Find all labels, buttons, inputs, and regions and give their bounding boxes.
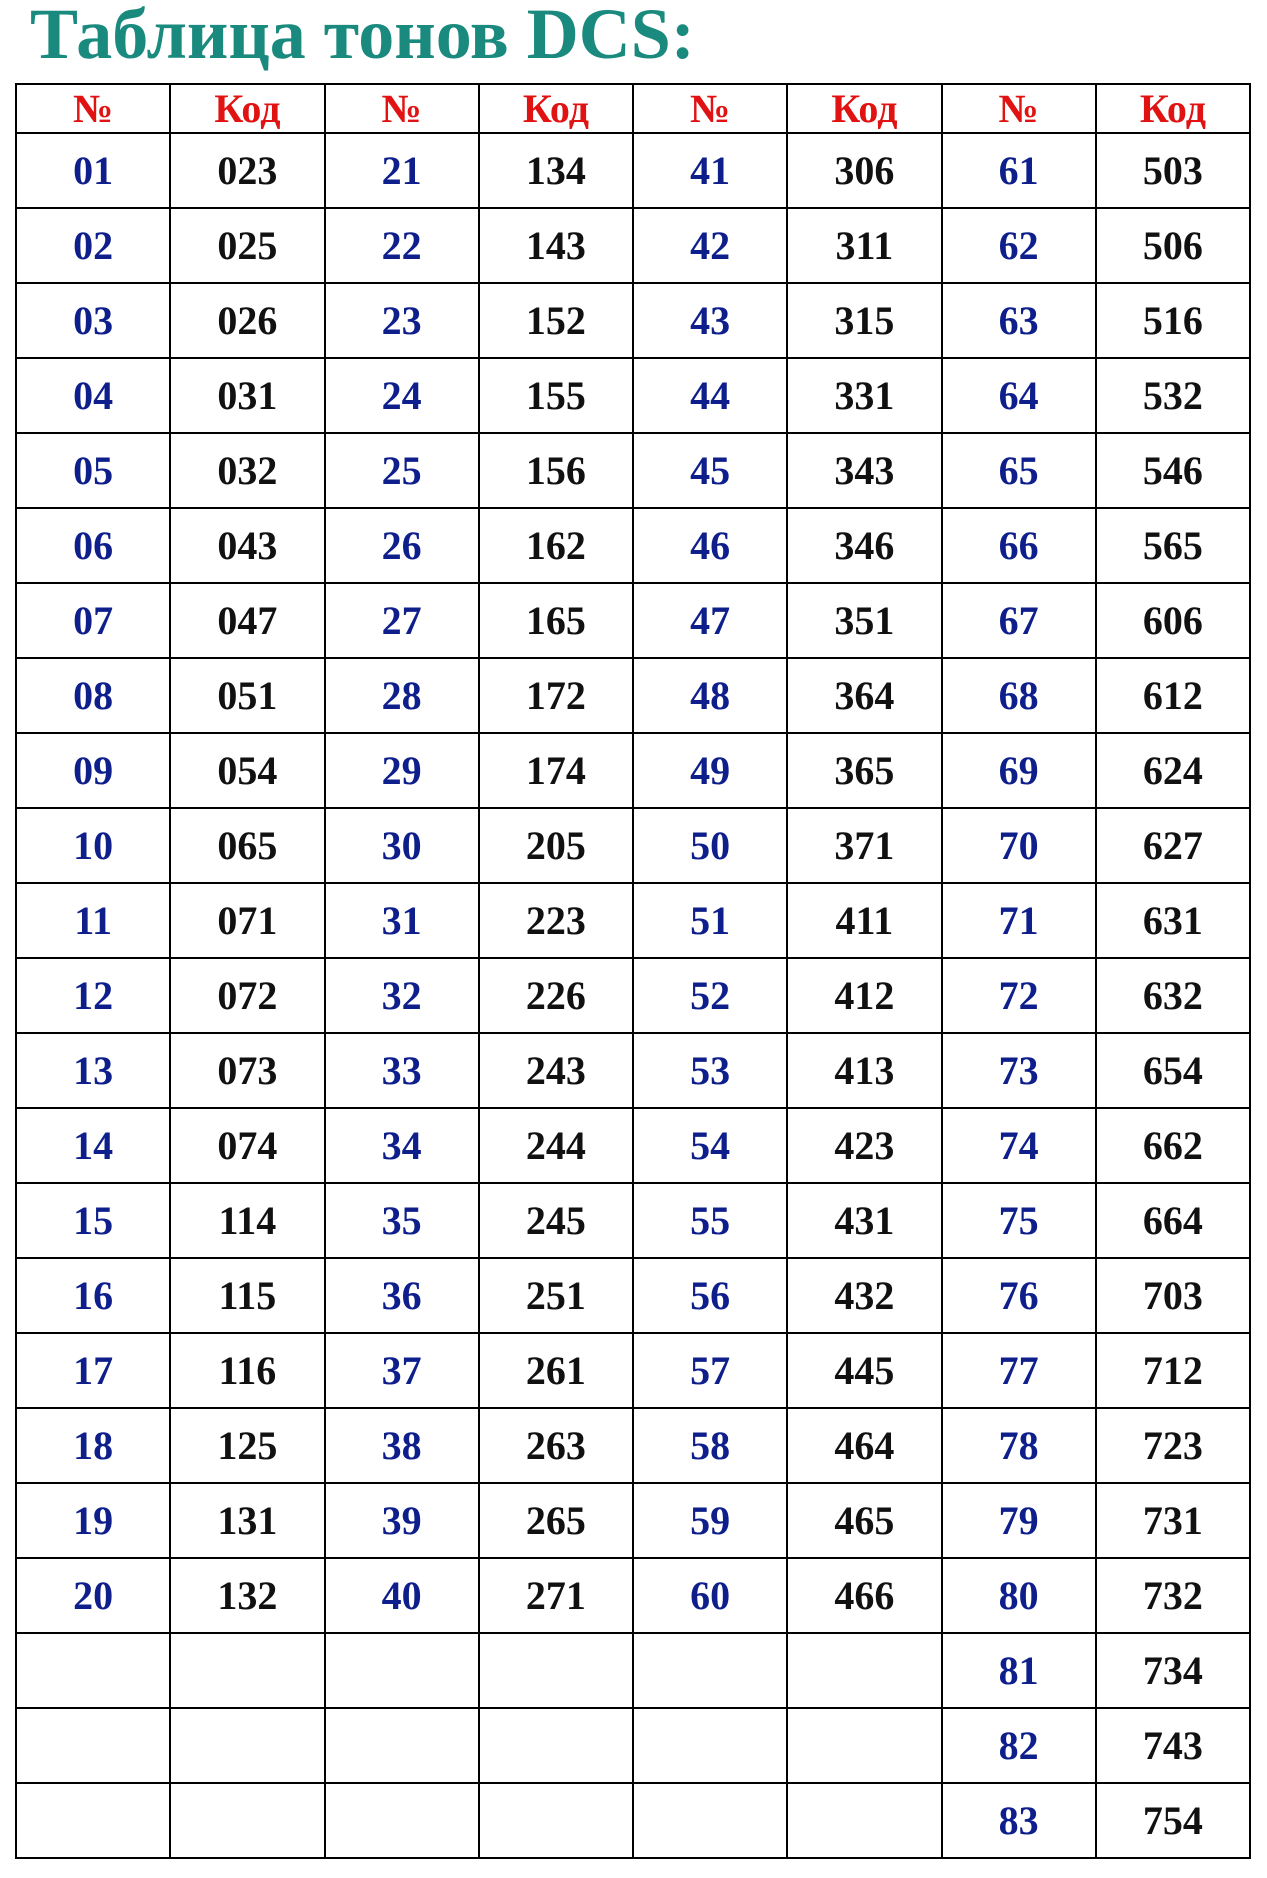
tone-number-cell: 72	[942, 958, 1096, 1033]
tone-code-cell: 331	[787, 358, 941, 433]
tone-code-cell: 364	[787, 658, 941, 733]
tone-number-cell: 10	[16, 808, 170, 883]
tone-code-cell: 731	[1096, 1483, 1250, 1558]
tone-number-cell: 26	[325, 508, 479, 583]
table-row	[16, 658, 1250, 733]
tone-number-cell: 75	[942, 1183, 1096, 1258]
tone-number-cell: 77	[942, 1333, 1096, 1408]
tone-number-cell: 47	[633, 583, 787, 658]
tone-number-cell: 30	[325, 808, 479, 883]
tone-code-cell	[787, 1633, 941, 1708]
tone-code-cell: 662	[1096, 1108, 1250, 1183]
tone-code-cell: 532	[1096, 358, 1250, 433]
table-row	[16, 958, 1250, 1033]
tone-number-cell: 76	[942, 1258, 1096, 1333]
tone-number-cell: 17	[16, 1333, 170, 1408]
tone-number-cell: 48	[633, 658, 787, 733]
table-row	[16, 283, 1250, 358]
tone-number-cell: 74	[942, 1108, 1096, 1183]
tone-number-cell: 45	[633, 433, 787, 508]
tone-number-cell: 07	[16, 583, 170, 658]
tone-number-cell: 39	[325, 1483, 479, 1558]
tone-code-cell: 565	[1096, 508, 1250, 583]
tone-number-cell: 15	[16, 1183, 170, 1258]
tone-code-cell: 114	[170, 1183, 324, 1258]
tone-number-cell: 61	[942, 133, 1096, 208]
tone-code-cell: 116	[170, 1333, 324, 1408]
tone-code-cell: 125	[170, 1408, 324, 1483]
tone-number-cell: 42	[633, 208, 787, 283]
tone-number-cell: 09	[16, 733, 170, 808]
tone-code-cell: 025	[170, 208, 324, 283]
tone-number-cell: 20	[16, 1558, 170, 1633]
tone-code-cell: 734	[1096, 1633, 1250, 1708]
tone-number-cell: 03	[16, 283, 170, 358]
tone-code-cell: 265	[479, 1483, 633, 1558]
tone-number-cell: 59	[633, 1483, 787, 1558]
tone-code-cell: 072	[170, 958, 324, 1033]
header-number: №	[942, 84, 1096, 133]
tone-code-cell: 343	[787, 433, 941, 508]
tone-code-cell: 612	[1096, 658, 1250, 733]
table-row	[16, 1483, 1250, 1558]
tone-number-cell: 41	[633, 133, 787, 208]
tone-number-cell: 29	[325, 733, 479, 808]
tone-code-cell: 043	[170, 508, 324, 583]
table-row	[16, 1033, 1250, 1108]
tone-code-cell: 031	[170, 358, 324, 433]
tone-code-cell: 174	[479, 733, 633, 808]
header-number: №	[633, 84, 787, 133]
tone-code-cell: 654	[1096, 1033, 1250, 1108]
tone-number-cell: 05	[16, 433, 170, 508]
tone-code-cell: 032	[170, 433, 324, 508]
tone-code-cell: 632	[1096, 958, 1250, 1033]
tone-number-cell: 32	[325, 958, 479, 1033]
tone-code-cell: 503	[1096, 133, 1250, 208]
table-row	[16, 1258, 1250, 1333]
tone-number-cell	[633, 1633, 787, 1708]
tone-number-cell	[16, 1633, 170, 1708]
table-row	[16, 583, 1250, 658]
tone-code-cell: 134	[479, 133, 633, 208]
tone-code-cell: 464	[787, 1408, 941, 1483]
tone-code-cell: 365	[787, 733, 941, 808]
tone-code-cell: 155	[479, 358, 633, 433]
tone-code-cell: 712	[1096, 1333, 1250, 1408]
tone-code-cell	[787, 1708, 941, 1783]
tone-code-cell: 413	[787, 1033, 941, 1108]
tone-code-cell: 306	[787, 133, 941, 208]
tone-code-cell: 664	[1096, 1183, 1250, 1258]
tone-number-cell: 24	[325, 358, 479, 433]
tone-code-cell: 162	[479, 508, 633, 583]
tone-number-cell: 82	[942, 1708, 1096, 1783]
tone-number-cell: 33	[325, 1033, 479, 1108]
tone-number-cell: 63	[942, 283, 1096, 358]
tone-code-cell: 245	[479, 1183, 633, 1258]
tone-number-cell: 40	[325, 1558, 479, 1633]
table-row	[16, 208, 1250, 283]
tone-number-cell: 08	[16, 658, 170, 733]
table-row	[16, 358, 1250, 433]
tone-code-cell: 115	[170, 1258, 324, 1333]
tone-number-cell: 50	[633, 808, 787, 883]
tone-number-cell: 68	[942, 658, 1096, 733]
tone-code-cell	[170, 1708, 324, 1783]
table-row	[16, 1408, 1250, 1483]
tone-number-cell: 34	[325, 1108, 479, 1183]
tone-code-cell	[787, 1783, 941, 1858]
header-code: Код	[479, 84, 633, 133]
tone-number-cell: 53	[633, 1033, 787, 1108]
tone-code-cell	[479, 1633, 633, 1708]
tone-code-cell: 026	[170, 283, 324, 358]
table-row	[16, 1108, 1250, 1183]
tone-number-cell	[633, 1708, 787, 1783]
tone-number-cell: 56	[633, 1258, 787, 1333]
tone-code-cell: 311	[787, 208, 941, 283]
table-row	[16, 1558, 1250, 1633]
tone-number-cell: 65	[942, 433, 1096, 508]
tone-code-cell: 143	[479, 208, 633, 283]
tone-number-cell: 51	[633, 883, 787, 958]
dcs-tone-table	[15, 83, 1251, 1859]
tone-code-cell: 703	[1096, 1258, 1250, 1333]
tone-number-cell: 54	[633, 1108, 787, 1183]
tone-number-cell: 71	[942, 883, 1096, 958]
header-code: Код	[1096, 84, 1250, 133]
tone-number-cell: 66	[942, 508, 1096, 583]
tone-code-cell: 606	[1096, 583, 1250, 658]
tone-code-cell: 516	[1096, 283, 1250, 358]
tone-code-cell: 412	[787, 958, 941, 1033]
tone-code-cell: 074	[170, 1108, 324, 1183]
tone-number-cell	[325, 1708, 479, 1783]
tone-number-cell: 80	[942, 1558, 1096, 1633]
tone-number-cell	[325, 1783, 479, 1858]
tone-number-cell: 23	[325, 283, 479, 358]
tone-number-cell: 35	[325, 1183, 479, 1258]
tone-number-cell: 36	[325, 1258, 479, 1333]
tone-code-cell: 244	[479, 1108, 633, 1183]
tone-number-cell: 25	[325, 433, 479, 508]
tone-number-cell	[633, 1783, 787, 1858]
table-row	[16, 1708, 1250, 1783]
tone-number-cell: 13	[16, 1033, 170, 1108]
tone-number-cell: 58	[633, 1408, 787, 1483]
tone-number-cell: 81	[942, 1633, 1096, 1708]
tone-number-cell: 55	[633, 1183, 787, 1258]
header-number: №	[325, 84, 479, 133]
table-row	[16, 508, 1250, 583]
page-title: Таблица тонов DCS:	[30, 0, 695, 74]
tone-number-cell: 70	[942, 808, 1096, 883]
tone-code-cell: 263	[479, 1408, 633, 1483]
header-code: Код	[787, 84, 941, 133]
tone-code-cell	[479, 1708, 633, 1783]
table-header-row	[16, 84, 1250, 133]
tone-number-cell: 01	[16, 133, 170, 208]
tone-code-cell: 243	[479, 1033, 633, 1108]
tone-number-cell: 73	[942, 1033, 1096, 1108]
tone-code-cell: 631	[1096, 883, 1250, 958]
tone-number-cell: 37	[325, 1333, 479, 1408]
tone-number-cell: 11	[16, 883, 170, 958]
tone-code-cell: 432	[787, 1258, 941, 1333]
tone-number-cell: 83	[942, 1783, 1096, 1858]
table-row	[16, 433, 1250, 508]
table-row	[16, 1333, 1250, 1408]
tone-code-cell: 723	[1096, 1408, 1250, 1483]
tone-code-cell: 152	[479, 283, 633, 358]
tone-number-cell: 52	[633, 958, 787, 1033]
tone-code-cell: 226	[479, 958, 633, 1033]
tone-code-cell: 732	[1096, 1558, 1250, 1633]
tone-number-cell: 43	[633, 283, 787, 358]
tone-code-cell: 371	[787, 808, 941, 883]
tone-number-cell: 21	[325, 133, 479, 208]
header-number: №	[16, 84, 170, 133]
tone-code-cell: 315	[787, 283, 941, 358]
tone-code-cell	[170, 1633, 324, 1708]
tone-number-cell: 38	[325, 1408, 479, 1483]
tone-code-cell: 165	[479, 583, 633, 658]
tone-code-cell: 223	[479, 883, 633, 958]
tone-number-cell: 78	[942, 1408, 1096, 1483]
tone-number-cell: 57	[633, 1333, 787, 1408]
tone-code-cell: 156	[479, 433, 633, 508]
tone-code-cell: 271	[479, 1558, 633, 1633]
tone-number-cell: 69	[942, 733, 1096, 808]
tone-code-cell: 071	[170, 883, 324, 958]
tone-code-cell: 411	[787, 883, 941, 958]
tone-number-cell	[16, 1708, 170, 1783]
table-row	[16, 1633, 1250, 1708]
tone-code-cell: 023	[170, 133, 324, 208]
tone-code-cell: 624	[1096, 733, 1250, 808]
tone-number-cell: 49	[633, 733, 787, 808]
tone-code-cell: 172	[479, 658, 633, 733]
tone-code-cell: 131	[170, 1483, 324, 1558]
tone-number-cell: 16	[16, 1258, 170, 1333]
tone-code-cell: 065	[170, 808, 324, 883]
tone-number-cell: 28	[325, 658, 479, 733]
tone-code-cell: 346	[787, 508, 941, 583]
tone-code-cell: 546	[1096, 433, 1250, 508]
tone-number-cell: 46	[633, 508, 787, 583]
tone-number-cell: 06	[16, 508, 170, 583]
tone-number-cell	[325, 1633, 479, 1708]
tone-number-cell: 44	[633, 358, 787, 433]
tone-code-cell: 627	[1096, 808, 1250, 883]
tone-number-cell: 62	[942, 208, 1096, 283]
tone-number-cell: 60	[633, 1558, 787, 1633]
tone-code-cell: 073	[170, 1033, 324, 1108]
tone-code-cell: 506	[1096, 208, 1250, 283]
tone-number-cell: 19	[16, 1483, 170, 1558]
table-row	[16, 1183, 1250, 1258]
tone-number-cell: 79	[942, 1483, 1096, 1558]
table-row	[16, 1783, 1250, 1858]
tone-code-cell: 423	[787, 1108, 941, 1183]
tone-code-cell: 445	[787, 1333, 941, 1408]
table-row	[16, 808, 1250, 883]
tone-number-cell: 04	[16, 358, 170, 433]
tone-code-cell: 466	[787, 1558, 941, 1633]
tone-code-cell: 465	[787, 1483, 941, 1558]
tone-code-cell: 754	[1096, 1783, 1250, 1858]
tone-number-cell: 27	[325, 583, 479, 658]
tone-number-cell: 14	[16, 1108, 170, 1183]
tone-number-cell: 31	[325, 883, 479, 958]
tone-code-cell: 251	[479, 1258, 633, 1333]
table-row	[16, 133, 1250, 208]
table-row	[16, 883, 1250, 958]
tone-code-cell: 205	[479, 808, 633, 883]
header-code: Код	[170, 84, 324, 133]
tone-code-cell: 132	[170, 1558, 324, 1633]
tone-code-cell	[479, 1783, 633, 1858]
tone-number-cell: 22	[325, 208, 479, 283]
tone-code-cell: 047	[170, 583, 324, 658]
tone-code-cell: 743	[1096, 1708, 1250, 1783]
tone-number-cell: 64	[942, 358, 1096, 433]
tone-code-cell	[170, 1783, 324, 1858]
tone-code-cell: 431	[787, 1183, 941, 1258]
tone-number-cell: 12	[16, 958, 170, 1033]
tone-number-cell	[16, 1783, 170, 1858]
table-body	[16, 133, 1250, 1858]
tone-number-cell: 67	[942, 583, 1096, 658]
tone-code-cell: 261	[479, 1333, 633, 1408]
tone-code-cell: 051	[170, 658, 324, 733]
tone-code-cell: 054	[170, 733, 324, 808]
tone-code-cell: 351	[787, 583, 941, 658]
tone-number-cell: 02	[16, 208, 170, 283]
table-row	[16, 733, 1250, 808]
tone-number-cell: 18	[16, 1408, 170, 1483]
